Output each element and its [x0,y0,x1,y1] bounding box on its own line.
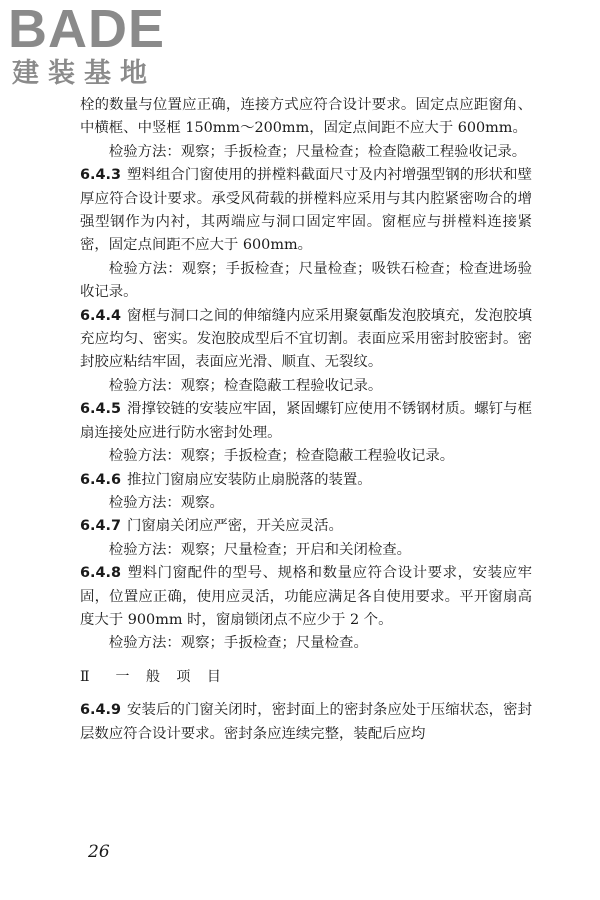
logo-brand-text: BADE [8,0,166,59]
paragraph-text: 检验方法：观察；手扳检查；尺量检查。 [108,635,368,652]
body-paragraph [80,492,532,515]
section-heading: Ⅱ 一 般 项 目 [80,668,227,685]
clause-number: 6.4.6 [80,471,121,488]
clause-paragraph [80,398,532,445]
body-paragraph [80,258,532,305]
clause-paragraph [80,699,532,746]
body-paragraph [80,445,532,468]
clause-number: 6.4.7 [80,518,121,535]
body-paragraph [80,375,532,398]
body-paragraph [80,539,532,562]
clause-paragraph [80,469,532,492]
clause-number: 6.4.5 [80,401,121,418]
clause-paragraph [80,164,532,258]
clause-number: 6.4.4 [80,307,121,324]
paragraph-text: 门窗扇关闭应严密，开关应灵活。 [126,518,343,535]
clause-number: 6.4.3 [80,167,121,184]
paragraph-text: 栓的数量与位置应正确，连接方式应符合设计要求。固定点应距窗角、中横框、中竖框 150mm～200mm，固定点间距不应大于 600mm。 [80,97,532,137]
paragraph-text: 检验方法：观察；尺量检查；开启和关闭检查。 [108,541,412,558]
paragraph-text: 检验方法：观察；检查隐蔽工程验收记录。 [108,377,383,394]
clause-number: 6.4.9 [80,702,121,719]
paragraph-text: 检验方法：观察。 [108,494,224,511]
paragraph-text: 塑料门窗配件的型号、规格和数量应符合设计要求，安装应牢固，位置应正确，使用应灵活，功能应满足各自使用要求。平开窗扇高度大于 900mm 时，窗扇锁闭点不应少于 2 个。 [80,565,532,628]
clause-paragraph [80,515,532,538]
brand-logo [8,2,208,94]
clause-paragraph [80,562,532,632]
body-paragraph [80,141,532,164]
paragraph-text: 检验方法：观察；手扳检查；尺量检查；吸铁石检查；检查进场验收记录。 [80,260,532,301]
paragraph-text: 检验方法：观察；手扳检查；检查隐蔽工程验收记录。 [108,448,455,465]
paragraph-text: 窗框与洞口之间的伸缩缝内应采用聚氨酯发泡胶填充，发泡胶填充应均匀、密实。发泡胶成型后不宜切割。表面应采用密封胶密封。密封胶应粘结牢固，表面应光滑、顺直、无裂纹。 [80,307,532,371]
paragraph-text: 安装后的门窗关闭时，密封面上的密封条应处于压缩状态，密封层数应符合设计要求。密封条应连续完整，装配后应均 [80,702,532,742]
page-number: 26 [88,842,110,862]
paragraph-text: 检验方法：观察；手扳检查；尺量检查；检查隐蔽工程验收记录。 [108,143,527,160]
logo-subtitle: 建装基地 [12,58,156,89]
clause-number: 6.4.8 [80,565,121,582]
body-paragraph [80,632,532,655]
body-paragraph [80,94,532,141]
document-body [80,94,532,746]
clause-paragraph [80,305,532,375]
paragraph-text: 塑料组合门窗使用的拼樘料截面尺寸及内衬增强型钢的形状和壁厚应符合设计要求。承受风荷载的拼樘料应采用与其内腔紧密吻合的增强型钢作为内衬，其两端应与洞口固定牢固。窗框应与拼樘料连接紧密，固定点间距不应大于 600mm。 [80,167,532,254]
paragraph-text: 滑撑铰链的安装应牢固，紧固螺钉应使用不锈钢材质。螺钉与框扇连接处应进行防水密封处理。 [80,401,532,441]
paragraph-text: 推拉门窗扇应安装防止扇脱落的装置。 [126,471,372,488]
